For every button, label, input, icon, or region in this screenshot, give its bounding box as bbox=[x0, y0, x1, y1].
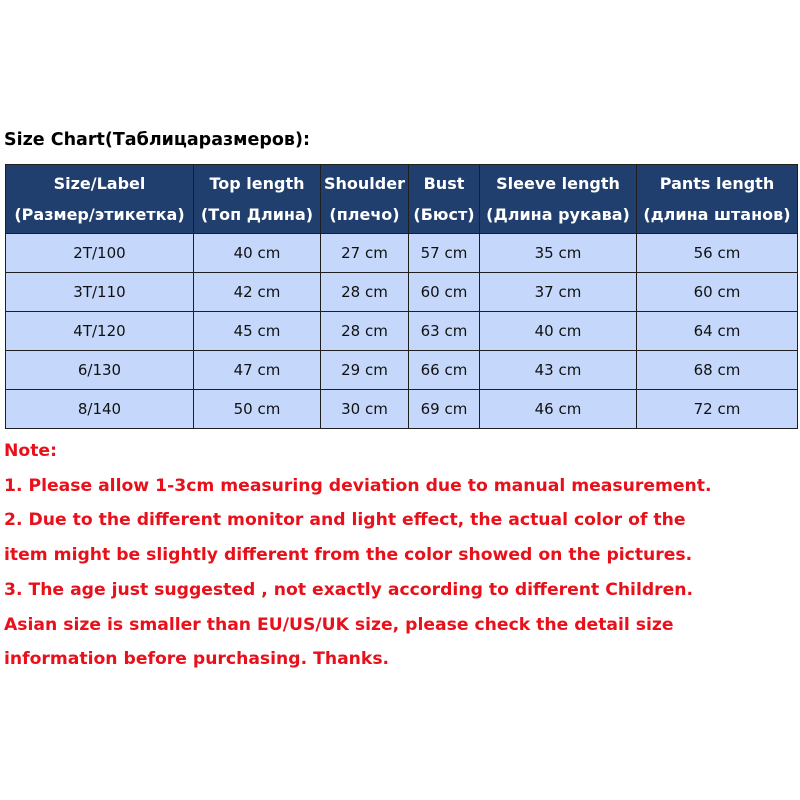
header-bust: Bust (Бюст) bbox=[409, 165, 480, 234]
note-line: item might be slightly different from the color showed on the pictures. bbox=[4, 545, 693, 566]
table-cell: 30 cm bbox=[321, 390, 409, 429]
note-line: 1. Please allow 1-3cm measuring deviation due to manual measurement. bbox=[4, 475, 712, 496]
table-row bbox=[6, 351, 798, 390]
table-cell: 2T/100 bbox=[6, 234, 194, 273]
table-cell: 27 cm bbox=[321, 234, 409, 273]
table-cell: 72 cm bbox=[637, 390, 798, 429]
table-row bbox=[6, 390, 798, 429]
table-cell: 60 cm bbox=[637, 273, 798, 312]
note-line: 2. Due to the different monitor and light effect, the actual color of the bbox=[4, 510, 686, 531]
header-pants-length: Pants length (длина штанов) bbox=[637, 165, 798, 234]
table-cell: 29 cm bbox=[321, 351, 409, 390]
table-cell: 57 cm bbox=[409, 234, 480, 273]
header-shoulder: Shoulder (плечо) bbox=[321, 165, 409, 234]
table-cell: 28 cm bbox=[321, 273, 409, 312]
table-cell: 64 cm bbox=[637, 312, 798, 351]
note-line: Asian size is smaller than EU/US/UK size, please check the detail size bbox=[4, 614, 674, 635]
table-cell: 43 cm bbox=[480, 351, 637, 390]
table-cell: 37 cm bbox=[480, 273, 637, 312]
table-cell: 60 cm bbox=[409, 273, 480, 312]
note-heading: Note: bbox=[4, 441, 57, 461]
table-cell: 4T/120 bbox=[6, 312, 194, 351]
notes-section bbox=[4, 434, 794, 677]
table-cell: 6/130 bbox=[6, 351, 194, 390]
table-cell: 69 cm bbox=[409, 390, 480, 429]
header-sleeve-length: Sleeve length (Длина рукава) bbox=[480, 165, 637, 234]
table-cell: 35 cm bbox=[480, 234, 637, 273]
table-cell: 40 cm bbox=[480, 312, 637, 351]
table-row bbox=[6, 273, 798, 312]
table-cell: 3T/110 bbox=[6, 273, 194, 312]
table-header-row bbox=[6, 165, 798, 234]
table-cell: 42 cm bbox=[194, 273, 321, 312]
header-top-length: Top length (Топ Длина) bbox=[194, 165, 321, 234]
table-cell: 63 cm bbox=[409, 312, 480, 351]
table-cell: 46 cm bbox=[480, 390, 637, 429]
page-title: Size Chart(Таблицаразмеров): bbox=[4, 130, 310, 150]
table-cell: 45 cm bbox=[194, 312, 321, 351]
table-cell: 66 cm bbox=[409, 351, 480, 390]
table-row bbox=[6, 234, 798, 273]
note-line: information before purchasing. Thanks. bbox=[4, 649, 390, 670]
table-cell: 47 cm bbox=[194, 351, 321, 390]
note-line: 3. The age just suggested , not exactly according to different Children. bbox=[4, 579, 694, 600]
table-cell: 40 cm bbox=[194, 234, 321, 273]
table-cell: 28 cm bbox=[321, 312, 409, 351]
table-cell: 8/140 bbox=[6, 390, 194, 429]
table-cell: 50 cm bbox=[194, 390, 321, 429]
size-chart-table bbox=[5, 164, 798, 429]
header-size-label: Size/Label (Размер/этикетка) bbox=[6, 165, 194, 234]
table-row bbox=[6, 312, 798, 351]
table-cell: 56 cm bbox=[637, 234, 798, 273]
table-cell: 68 cm bbox=[637, 351, 798, 390]
